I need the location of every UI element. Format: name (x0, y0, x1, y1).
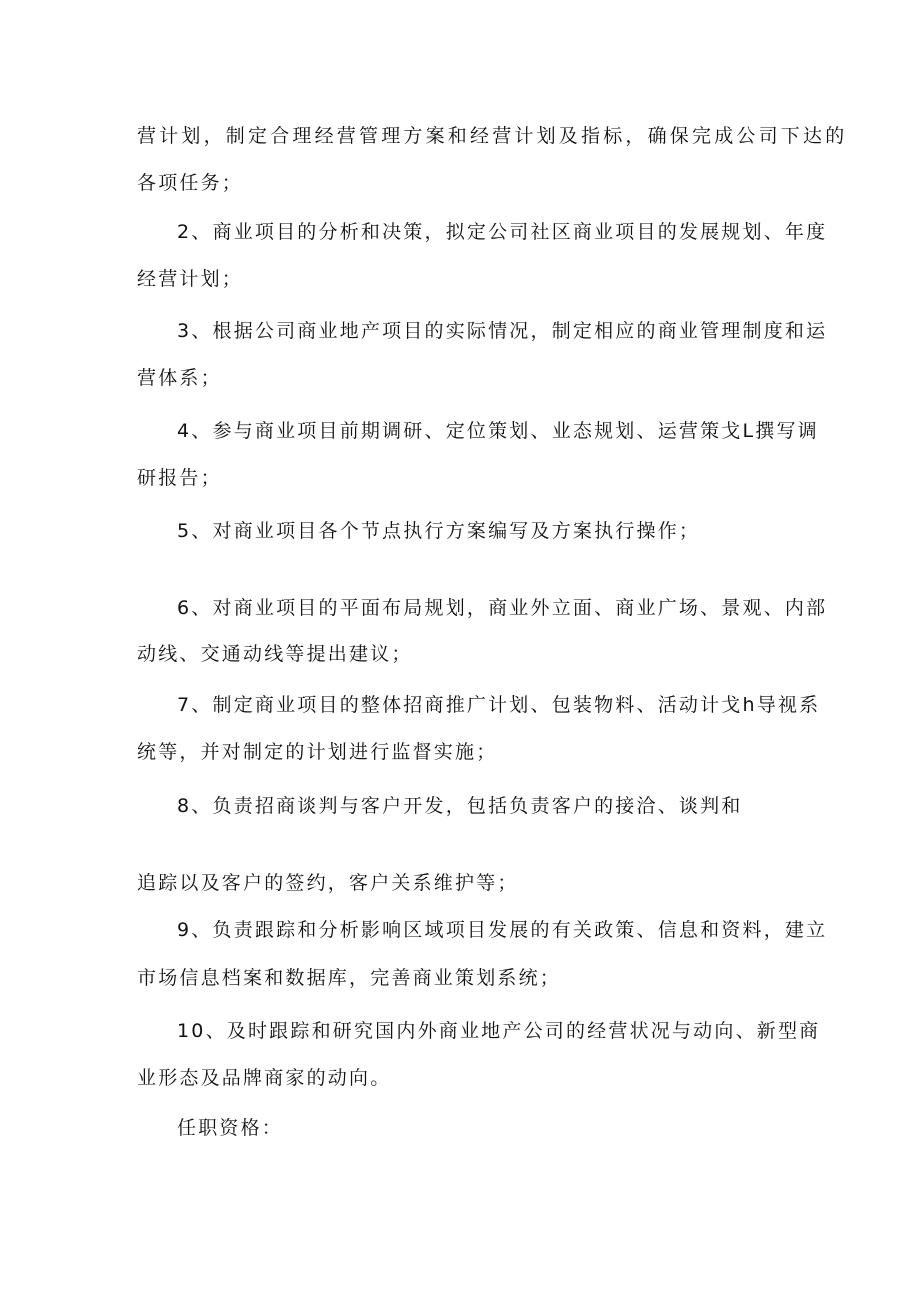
list-item-9-line-2: 市场信息档案和数据库，完善商业策划系统； (137, 967, 562, 989)
list-item-10-line-1: 10、及时跟踪和研究国内外商业地产公司的经营状况与动向、新型商 (177, 1020, 821, 1042)
list-item-3-line-2: 营体系； (137, 367, 222, 389)
list-item-7-line-2: 统等，并对制定的计划进行监督实施； (137, 741, 498, 763)
paragraph-line: 各项任务； (137, 172, 244, 194)
list-item-8-line-1: 8、负责招商谈判与客户开发，包括负责客户的接洽、谈判和 (177, 795, 743, 817)
list-item-4-line-1: 4、参与商业项目前期调研、定位策划、业态规划、运营策戈L撰写调 (177, 420, 819, 442)
list-item-6-line-2: 动线、交通动线等提出建议； (137, 643, 413, 665)
list-item-10-line-2: 业形态及品牌商家的动向。 (137, 1067, 392, 1089)
list-item-5: 5、对商业项目各个节点执行方案编写及方案执行操作； (177, 520, 701, 542)
list-item-2-line-2: 经营计划； (137, 268, 244, 290)
list-item-2-line-1: 2、商业项目的分析和决策，拟定公司社区商业项目的发展规划、年度 (177, 221, 828, 243)
list-item-7-line-1: 7、制定商业项目的整体招商推广计划、包装物料、活动计戈h导视系 (177, 694, 821, 716)
list-item-3-line-1: 3、根据公司商业地产项目的实际情况，制定相应的商业管理制度和运 (177, 320, 828, 342)
list-item-4-line-2: 研报告； (137, 467, 222, 489)
paragraph-line: 营计划，制定合理经营管理方案和经营计划及指标，确保完成公司下达的 (137, 125, 848, 147)
list-item-6-line-1: 6、对商业项目的平面布局规划，商业外立面、商业广场、景观、内部 (177, 597, 828, 619)
list-item-8-line-2: 追踪以及客户的签约，客户关系维护等； (137, 872, 519, 894)
list-item-9-line-1: 9、负责跟踪和分析影响区域项目发展的有关政策、信息和资料，建立 (177, 919, 828, 941)
section-heading-qualifications: 任职资格： (177, 1117, 284, 1139)
